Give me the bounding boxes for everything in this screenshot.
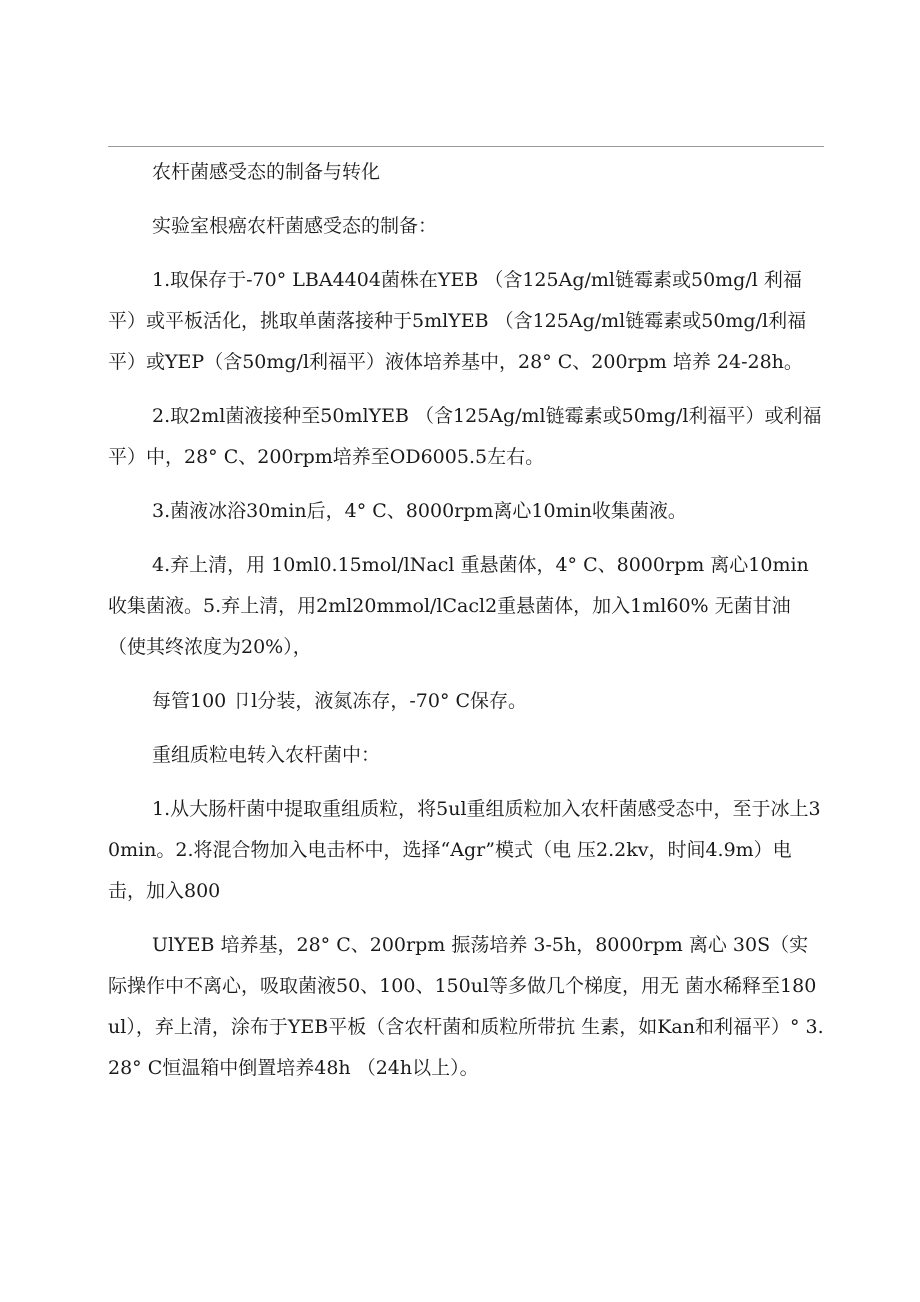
step-3-paragraph: 3.菌液冰浴30min后，4° C、8000rpm离心10min收集菌液。 xyxy=(152,500,687,522)
document-body xyxy=(108,152,824,1089)
document-title: 农杆菌感受态的制备与转化 xyxy=(152,161,381,183)
step-1-paragraph: 1.取保存于-70° LBA4404菌株在YEB （含125Ag/ml链霉素或50mg/l 利福平）或平板活化，挑取单菌落接种于5mlYEB （含125Ag/ml链霉素或50mg/l利福平）或YEP（含50mg/l利福平）液体培养基中，28° C、200rpm 培养 24-28h。 xyxy=(108,269,807,373)
section-heading-transformation: 重组质粒电转入农杆菌中： xyxy=(152,744,381,766)
header-divider xyxy=(108,146,824,147)
section-heading-preparation: 实验室根癌农杆菌感受态的制备： xyxy=(152,215,438,237)
step-4-5-paragraph: 4.弃上清，用 10ml0.15mol/lNacl 重悬菌体，4° C、8000rpm 离心10min收集菌液。5.弃上清，用2ml20mmol/lCacl2重悬菌体，加入1ml60% 无菌甘油（使其终浓度为20%）， xyxy=(108,554,809,658)
electroporation-step-paragraph: 1.从大肠杆菌中提取重组质粒，将5ul重组质粒加入农杆菌感受态中，至于冰上30min。2.将混合物加入电击杯中，选择“Agr”模式（电 压2.2kv，时间4.9m）电击，加入800 xyxy=(108,798,821,902)
step-2-paragraph: 2.取2ml菌液接种至50mlYEB （含125Ag/ml链霉素或50mg/l利福平）或利福平）中，28° C、200rpm培养至OD6005.5左右。 xyxy=(108,405,822,468)
culture-plating-paragraph: UlYEB 培养基，28° C、200rpm 振荡培养 3-5h，8000rpm 离心 30S（实际操作中不离心，吸取菌液50、100、150ul等多做几个梯度，用无 菌水稀释至180ul），弃上清，涂布于YEB平板（含农杆菌和质粒所带抗 生素，如Kan和利福平）° 3.28° C恒温箱中倒置培养48h （24h以上）。 xyxy=(108,934,824,1079)
storage-paragraph: 每管100 卩l分装，液氮冻存，-70° C保存。 xyxy=(152,690,528,712)
